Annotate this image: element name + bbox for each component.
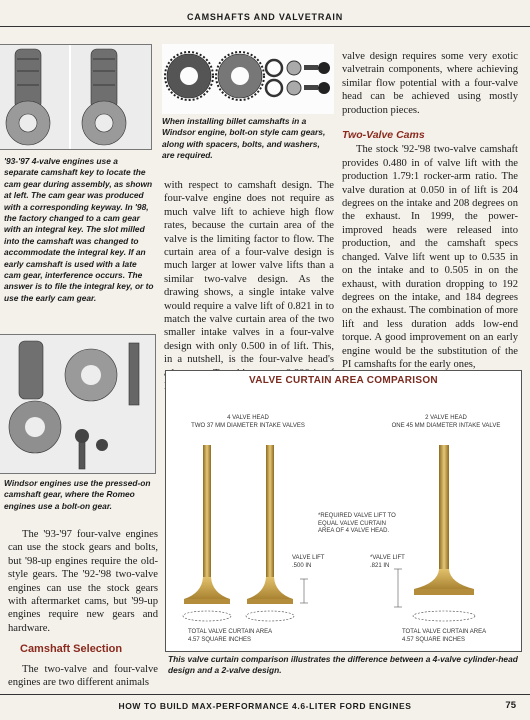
bottom-left-caption: Windsor engines use the pressed-on camshaft gear, where the Romeo engines use a bolt-on gear. xyxy=(4,478,151,511)
diagram-caption-box xyxy=(168,654,518,677)
valve-4v-left xyxy=(184,445,230,604)
lift-dimension-lines xyxy=(300,569,402,607)
four-valve-lift-title: VALVE LIFT xyxy=(292,555,325,561)
valve-2v xyxy=(414,445,474,595)
two-valve-lift-title: *VALVE LIFT xyxy=(370,555,405,561)
four-valve-total-line2: 4.57 SQUARE INCHES xyxy=(188,636,252,643)
top-left-caption-box xyxy=(4,156,154,304)
left-para-2: The two-valve and four-valve engines are two different animals xyxy=(8,663,158,689)
two-valve-label-line1: 2 VALVE HEAD xyxy=(425,415,467,421)
curtain-outlines xyxy=(183,611,475,621)
two-valve-lift-value: .821 IN xyxy=(370,562,390,569)
header-rule xyxy=(0,26,530,27)
four-valve-lift-label xyxy=(292,555,332,570)
diagram-title: VALVE CURTAIN AREA COMPARISON xyxy=(249,375,438,386)
middle-para-1: with respect to camshaft design. The four-valve engine does not require as much valve lift to achieve high flow rates, because the curtain area of the valve is the limiting factor to flow. The curtain area of a four-valve design is much larger at lower valve lifts than a similar two-valve design. As the drawing shows, a single intake valve would require a valve lift of 0.821 in to match the valve curtain area of the two smaller intake valves in a four-valve design with only 0.500 in of lift. This, in a nutshell, is the four-valve head's xyxy=(164,180,334,366)
diagram-caption: This valve curtain comparison illustrates the difference between a 4-valve cylinder-head design and a 2-valve design. xyxy=(168,654,518,676)
top-center-caption-box xyxy=(162,116,334,162)
top-left-caption: '93-'97 4-valve engines use a separate camshaft key to locate the cam gear during assembly, as shown at left. The cam gear was produced with a corresponding keyway. In '98, the factory changed to a cam gear with an integral key. The slot milled into the camshaft was changed to accommodate the integral key. If an early camshaft is used with a late cam gear, interference occurs. The answer is to file the integral key, or to use the early cam gear. xyxy=(4,156,154,303)
pressed-gear-illustration xyxy=(0,335,155,473)
bottom-left-caption-box xyxy=(4,478,154,512)
page-number: 75 xyxy=(505,700,516,711)
middle-column xyxy=(164,179,334,394)
camshaft-selection-heading: Camshaft Selection xyxy=(20,643,123,656)
four-valve-label-line2: TWO 37 MM DIAMETER INTAKE VALVES xyxy=(191,422,305,429)
cam-gear-photo xyxy=(0,44,152,150)
two-valve-total-line1: TOTAL VALVE CURTAIN AREA xyxy=(402,629,487,635)
valve-curtain-diagram xyxy=(165,370,522,652)
four-valve-label-line1: 4 VALVE HEAD xyxy=(227,415,269,421)
four-valve-total-line1: TOTAL VALVE CURTAIN AREA xyxy=(188,629,273,635)
footer-rule xyxy=(0,694,530,695)
right-column xyxy=(342,50,518,371)
left-column xyxy=(8,528,158,689)
running-header: CAMSHAFTS AND VALVETRAIN xyxy=(186,12,344,22)
two-valve-cams-heading: Two-Valve Cams xyxy=(342,129,425,142)
valve-4v-right xyxy=(247,445,293,604)
two-valve-lift-label xyxy=(370,555,410,570)
pressed-gear-photo xyxy=(0,334,156,474)
gear-kit-illustration xyxy=(162,44,334,114)
top-center-caption: When installing billet camshafts in a Windsor engine, bolt-on style cam gears, along with spacers, bolts, and washers, are required. xyxy=(162,116,326,161)
right-para-1: valve design requires some very exotic valvetrain components, where achieving similar flow potential with a four-valve head can be achieved using mostly production pieces. xyxy=(342,51,518,116)
four-valve-lift-value: .500 IN xyxy=(292,562,312,569)
book-title-footer: HOW TO BUILD MAX-PERFORMANCE 4.6-LITER FORD ENGINES xyxy=(118,701,412,711)
four-valve-total-area xyxy=(188,629,308,644)
valve-drawing xyxy=(166,371,521,651)
left-para-1: The '93-'97 four-valve engines can use the stock gears and bolts, but '98-up engines require the old-style gears. The '92-'98 two-valve engines can use the stock gears with aftermarket cams, but '99-up engines require new gears and hardware. xyxy=(8,529,158,634)
two-valve-total-area xyxy=(402,629,514,644)
two-valve-total-line2: 4.57 SQUARE INCHES xyxy=(402,636,466,643)
cam-gear-illustration xyxy=(0,45,151,149)
billet-gear-photo xyxy=(162,44,334,114)
required-lift-note: *REQUIRED VALVE LIFT TO EQUAL VALVE CURTAIN AREA OF 4 VALVE HEAD. xyxy=(318,513,396,534)
two-valve-label-line2: ONE 45 MM DIAMETER INTAKE VALVE xyxy=(391,422,501,429)
right-para-2: The stock '92-'98 two-valve camshaft provides 0.480 in of valve lift with the production 1.79:1 rocker-arm ratio. The valve duration at 0.050 in of lift is 204 degrees on the intake and 208 degrees on the exhaust. In 1999, the power-improved heads were released into production, and the camshaft specs changed. Valve lift went up to 0.535 in on the intake and to 0.505 in on the exhaust, with duration dropping to 192 degrees on the intake, and 184 degrees on the exhaust. The combination of more lift and less duration adds low-end torque. A good improvement on an early engine would be the substitution of the PI camshafts for the early ones, xyxy=(342,144,518,370)
